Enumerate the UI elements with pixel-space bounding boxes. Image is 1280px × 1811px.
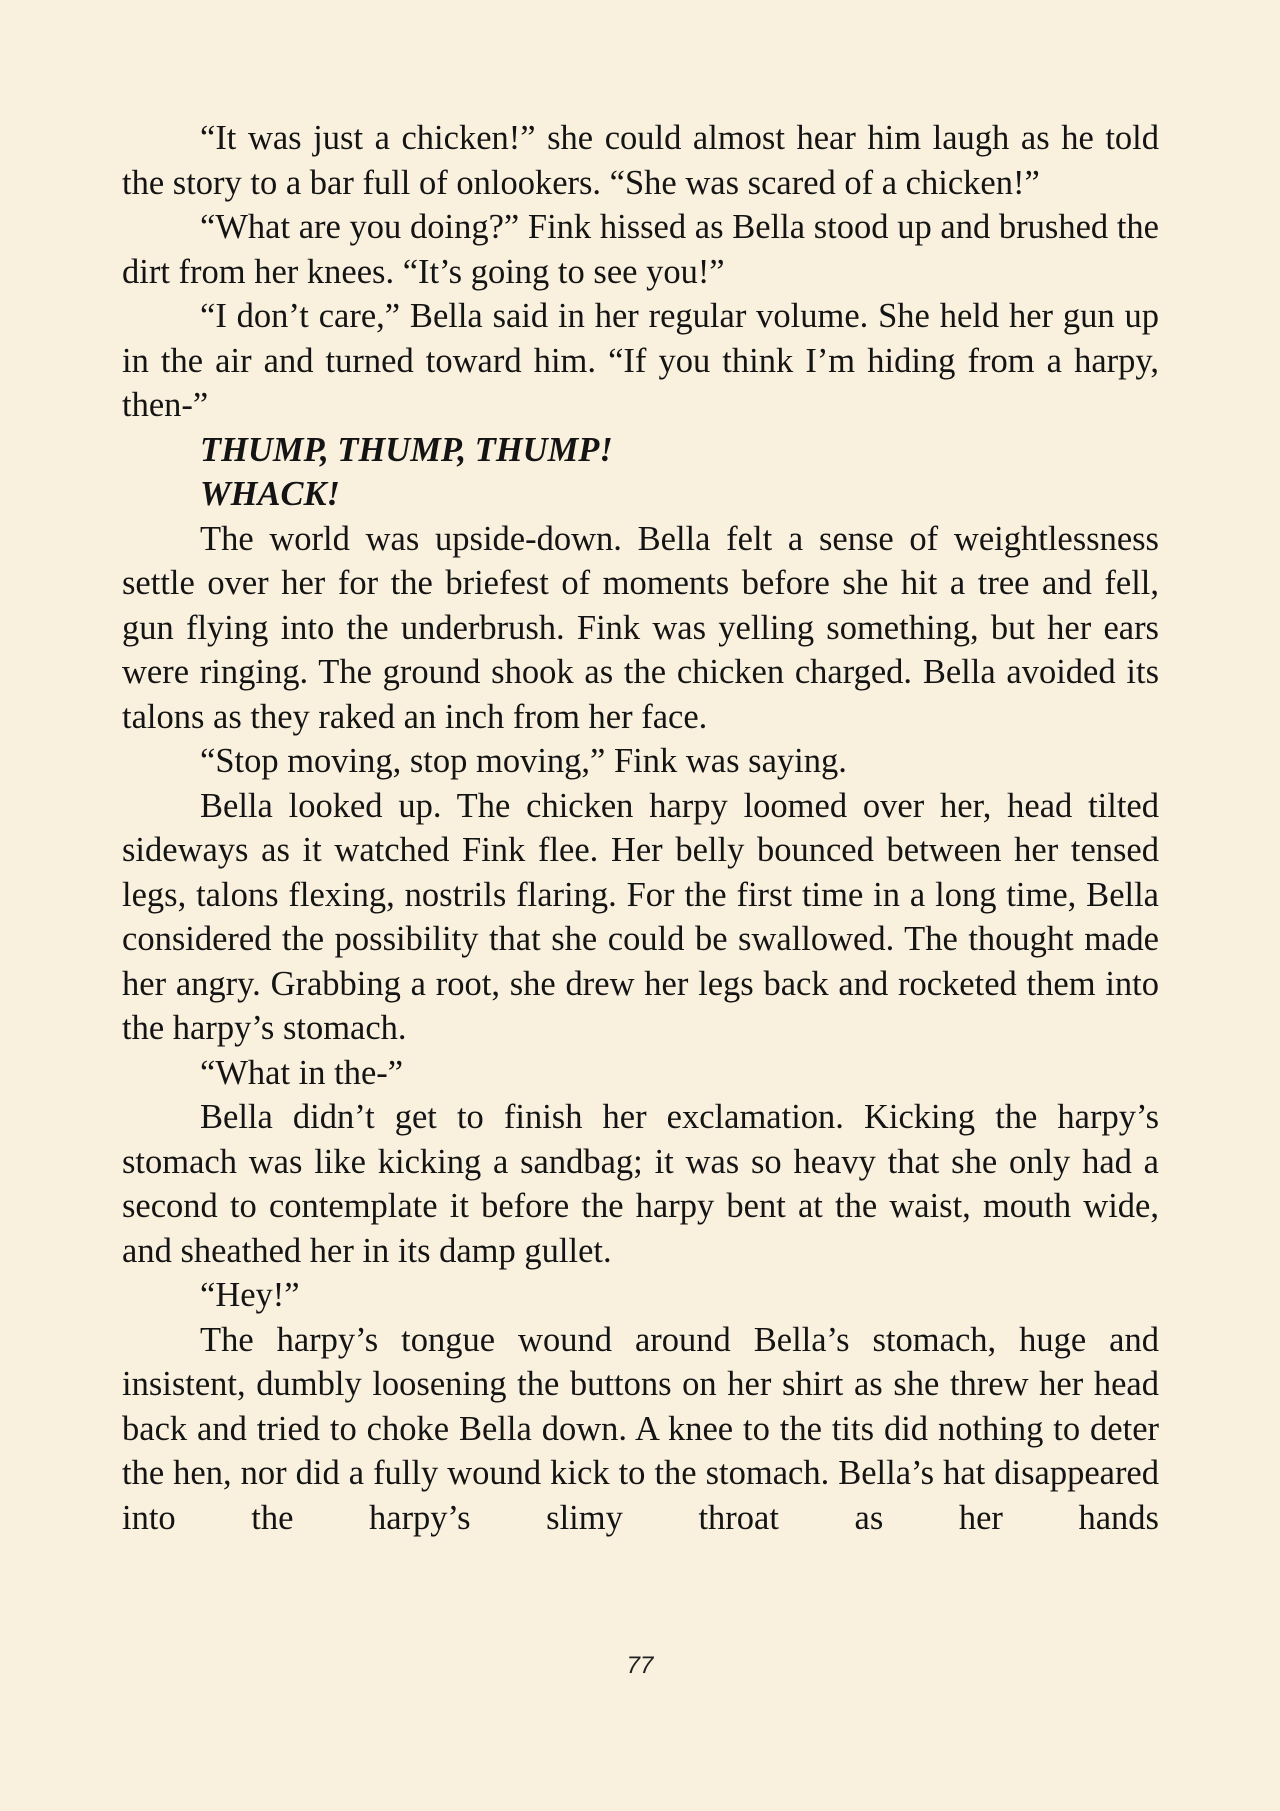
body-text: [122, 116, 1159, 1540]
paragraph: Bella looked up. The chicken harpy loomed over her, head tilted sideways as it watched Fink flee. Her belly bounced between her tensed legs, talons flexing, nostrils flaring. For the first time in a long time, Bella considered the possibility that she could be swallowed. The thought made her angry. Grabbing a root, she drew her legs back and rocketed them into the harpy’s stomach.: [122, 786, 1159, 1047]
sound-effect-text: WHACK!: [200, 475, 340, 513]
page-number: 77: [626, 1652, 654, 1679]
paragraph: “What are you doing?” Fink hissed as Bella stood up and brushed the dirt from her knees. “It’s going to see you!”: [122, 208, 1159, 291]
paragraph: “Hey!”: [200, 1276, 300, 1314]
paragraph: “It was just a chicken!” she could almost hear him laugh as he told the story to a bar full of onlookers. “She was scared of a chicken!”: [122, 119, 1159, 202]
paragraph: “What in the-”: [200, 1053, 404, 1092]
paragraph: “Stop moving, stop moving,” Fink was saying.: [200, 742, 847, 780]
paragraph: Bella didn’t get to finish her exclamation. Kicking the harpy’s stomach was like kicking a sandbag; it was so heavy that she only had a second to contemplate it before the harpy bent at the waist, mouth wide, and sheathed her in its damp gullet.: [122, 1098, 1159, 1270]
sound-effect-text: THUMP, THUMP, THUMP!: [200, 430, 613, 469]
paragraph: “I don’t care,” Bella said in her regular volume. She held her gun up in the air and turned toward him. “If you think I’m hiding from a harpy, then-”: [122, 297, 1159, 424]
paragraph: The world was upside-down. Bella felt a sense of weightlessness settle over her for the briefest of moments before she hit a tree and fell, gun flying into the underbrush. Fink was yelling something, but her ears were ringing. The ground shook as the chicken charged. Bella avoided its talons as they raked an inch from her face.: [122, 519, 1159, 736]
paragraph: The harpy’s tongue wound around Bella’s stomach, huge and insistent, dumbly loosening the buttons on her shirt as she threw her head back and tried to choke Bella down. A knee to the tits did nothing to deter the hen, nor did a fully wound kick to the stomach. Bella’s hat disappeared into the harpy’s slimy throat as her hands: [122, 1320, 1159, 1537]
